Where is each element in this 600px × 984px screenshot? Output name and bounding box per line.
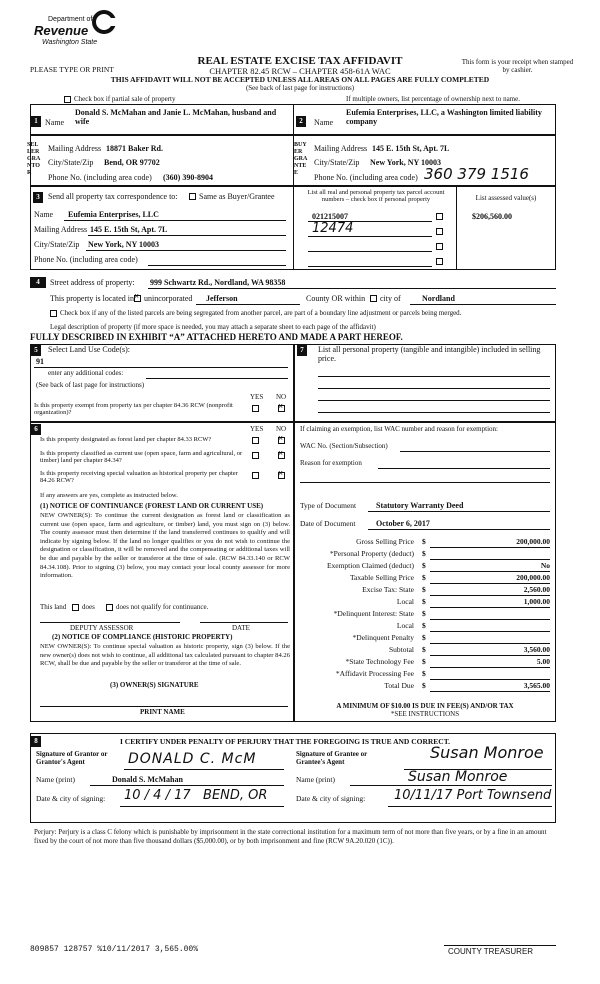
land-use-code-field[interactable]: 91 [36,357,44,366]
exempt-yes-checkbox[interactable] [252,405,259,412]
corr-city-label: City/State/Zip [34,240,80,249]
this-land-label: This land [40,603,67,611]
section-1-number: 1 [31,116,41,127]
seller-name-label: Name [45,118,65,127]
tax-row-value[interactable]: 3,565.00 [523,681,550,690]
tax-row-currency: $ [422,573,426,582]
date-label: DATE [232,624,250,632]
seller-mailing-label: Mailing Address [48,144,102,153]
tax-row-currency: $ [422,561,426,570]
tax-row-currency: $ [422,609,426,618]
tax-row-label: *Delinquent Penalty [352,633,414,642]
reason-label: Reason for exemption [300,459,362,467]
same-as-buyer-label: Same as Buyer/Grantee [199,192,275,201]
receipt-note: This form is your receipt when stamped by cashier. [461,58,574,74]
tax-row-label: Subtotal [388,645,414,654]
located-label: This property is located in [50,294,134,303]
cashier-receipt: 809857 128757 %10/11/2017 3,565.00% [30,945,199,954]
buyer-mailing-field[interactable]: 145 E. 15th St, Apt. 7L [372,144,450,153]
perjury-text: Perjury: Perjury is a class C felony which is punishable by imprisonment in the state correctional institution for a maximum term of not more than five years, or by a fine in an amount fixed by the court of not more than five thousand dollars ($5,000.00), or by both imprisonment and fine (RCW 9A.20.020 (1C)). [34,828,547,845]
street-label: Street address of property: [50,278,135,287]
grantee-date-label: Date & city of signing: [296,794,366,803]
tax-row-label: Local [396,597,414,606]
partial-sale-checkbox[interactable] [64,96,71,103]
tax-row-currency: $ [422,633,426,642]
see-instructions: *SEE INSTRUCTIONS [390,710,460,718]
tax-row-currency: $ [422,681,426,690]
buyer-mailing-label: Mailing Address [314,144,368,153]
tax-row-label: Excise Tax: State [362,585,414,594]
doc-type-label: Type of Document [300,501,357,510]
historic-yes-checkbox[interactable] [252,472,259,479]
city-of-label: city of [380,294,401,303]
seller-city-field[interactable]: Bend, OR 97702 [104,158,160,167]
logo-line3: Washington State [42,39,98,46]
s6-no-header: NO [276,425,287,433]
grantee-name-label: Name (print) [296,775,335,784]
tax-row-label: Local [396,621,414,630]
buyer-phone-label: Phone No. (including area code) [314,173,418,182]
corr-name-field[interactable]: Eufemia Enterprises, LLC [68,210,159,219]
type-or-print: PLEASE TYPE OR PRINT [30,65,114,74]
tax-row-currency: $ [422,537,426,546]
doc-date-label: Date of Document [300,519,356,528]
current-use-no-checkbox[interactable] [278,452,285,459]
exemption-label: If claiming an exemption, list WAC number and reason for exemption: [300,425,498,433]
unincorporated-label: unincorporated [144,294,193,303]
county-field[interactable]: Jefferson [206,294,238,303]
tax-row-currency: $ [422,621,426,630]
corr-mailing-field[interactable]: 145 E. 15th St, Apt. 7L [90,225,168,234]
tax-row-label: Taxable Selling Price [349,573,414,582]
notice2-title: (2) NOTICE OF COMPLIANCE (HISTORIC PROPERTY) [52,633,233,641]
if-yes-note: If any answers are yes, complete as instructed below. [40,492,178,499]
grantor-sig-label: Signature of Grantor or Grantor's Agent [36,750,108,766]
owner-signature-label: (3) OWNER(S) SIGNATURE [110,681,199,689]
notice1-body: NEW OWNER(S): To continue the current designation as forest land or classification as current use (open space, farm and agriculture, or timber) land, you must sign on (3) below. The county assessor must then determine if the land transferred continues to qualify and will indicate by signing below. If the land no longer qualifies or you do not wish to continue the designation or classification, it will be removed and the compensating or additional taxes will be due and payable by the seller or transferor at the time of sale. (RCW 84.33.140 or RCW 84.34.108). Prior to signing (3) below, you may contact your local county assessor for more information. [40,512,290,580]
section-5-number: 5 [31,345,41,356]
tax-row-value[interactable]: 200,000.00 [516,537,550,546]
tax-row-value[interactable]: 1,000.00 [523,597,550,606]
minimum-note: A MINIMUM OF $10.00 IS DUE IN FEE(S) AND/OR TAX [336,702,514,710]
exempt-question: Is this property exempt from property tax per chapter 84.36 RCW (nonprofit organization)? [34,402,233,417]
current-use-question: Is this property classified as current use (open space, farm and agricultural, or timber) land per chapter 84.34? [40,450,243,465]
current-use-yes-checkbox[interactable] [252,452,259,459]
tax-row-label: Exemption Claimed (deduct) [326,561,414,570]
corr-city-field[interactable]: New York, NY 10003 [88,240,159,249]
parcel-4-checkbox[interactable] [436,258,443,265]
personal-property-label: List all personal property (tangible and intangible) included in selling price. [318,345,541,363]
grantee-name-field[interactable]: Susan Monroe [408,769,508,785]
section-4-number: 4 [30,277,46,288]
buyer-side-label: BUYER GRANTEE [294,142,308,176]
logo-line1: Department of [48,16,93,23]
seller-name-field[interactable]: Donald S. McMahan and Janie L. McMahan, husband and wife [75,108,277,126]
seller-side-label: SELLER GRANTOR [27,142,41,176]
parcel-header: List all real and personal property tax parcel account numbers – check box if personal property [307,189,445,204]
deputy-assessor-label: DEPUTY ASSESSOR [70,624,134,632]
section-8-number: 8 [31,736,41,747]
assessed-1-field[interactable]: $206,560.00 [472,212,512,221]
exempt-no-checkbox[interactable] [278,405,285,412]
forest-no-checkbox[interactable] [278,437,285,444]
doc-date-field[interactable]: October 6, 2017 [376,519,430,528]
grantee-date-field[interactable]: 10/11/17 Port Townsend [394,788,552,803]
tax-row-value[interactable]: 3,560.00 [523,645,550,654]
section-3-number: 3 [33,192,43,203]
tax-row-currency: $ [422,645,426,654]
multiple-owners-note: If multiple owners, list percentage of ownership next to name. [346,95,520,103]
grantor-name-field[interactable]: Donald S. McMahan [112,775,183,784]
tax-row [296,682,554,694]
unincorporated-checkbox[interactable] [134,295,141,302]
assessed-header: List assessed value(s) [475,194,537,202]
tax-row-label: *Delinquent Interest: State [333,609,414,618]
exhibit-text: FULLY DESCRIBED IN EXHIBIT “A” ATTACHED HERETO AND MADE A PART HEREOF. [30,332,403,342]
street-field[interactable]: 999 Schwartz Rd., Nordland, WA 98358 [150,278,286,287]
within-city-checkbox[interactable] [370,295,377,302]
forest-question: Is this property designated as forest land per chapter 84.33 RCW? [40,436,212,443]
land-use-label: Select Land Use Code(s): [48,345,130,354]
does-checkbox[interactable] [72,604,79,611]
corr-mailing-label: Mailing Address [34,225,88,234]
tax-row-currency: $ [422,657,426,666]
buyer-city-field[interactable]: New York, NY 10003 [370,158,441,167]
tax-row-currency: $ [422,669,426,678]
buyer-name-label: Name [314,118,334,127]
tax-row-currency: $ [422,585,426,594]
does-not-label: does not qualify for continuance. [116,603,209,611]
land-use-see-back: (See back of last page for instructions) [36,381,145,389]
corr-phone-label: Phone No. (including area code) [34,255,138,264]
seller-mailing-field[interactable]: 18871 Baker Rd. [106,144,163,153]
parcel-3-checkbox[interactable] [436,243,443,250]
parcel-2-field[interactable]: 12474 [312,221,354,236]
does-not-checkbox[interactable] [106,604,113,611]
tax-row-label: *State Technology Fee [345,657,414,666]
tax-row-value[interactable]: 200,000.00 [516,573,550,582]
land-use-yes-header: YES [250,393,264,401]
parcel-1-checkbox[interactable] [436,213,443,220]
certify-text: I CERTIFY UNDER PENALTY OF PERJURY THAT THE FOREGOING IS TRUE AND CORRECT. [120,737,451,746]
section-7-number: 7 [297,345,307,356]
wac-label: WAC No. (Section/Subsection) [300,442,388,450]
parcel-2-checkbox[interactable] [436,228,443,235]
form-title: REAL ESTATE EXCISE TAX AFFIDAVIT [197,55,403,67]
logo-line2: Revenue [34,23,89,38]
section-6-number: 6 [31,424,41,435]
county-treasurer: COUNTY TREASURER [448,947,534,956]
section-2-number: 2 [296,116,306,127]
grantor-name-label: Name (print) [36,775,75,784]
segregated-checkbox[interactable] [50,310,57,317]
additional-codes-label: enter any additional codes: [48,369,124,377]
see-back-note: (See back of last page for instructions) [245,84,355,92]
print-name-label: PRINT NAME [140,708,185,716]
land-use-no-header: NO [276,393,287,401]
grantee-sig-label: Signature of Grantee or Grantee's Agent [296,750,368,766]
tax-row-label: *Personal Property (deduct) [329,549,414,558]
tax-row-value[interactable]: 5.00 [536,657,550,666]
legal-desc-label: Legal description of property (if more space is needed, you may attach a separate sheet to each page of the affidavit) [50,323,376,331]
corr-name-label: Name [34,210,54,219]
grantor-date-label: Date & city of signing: [36,794,106,803]
tax-row-label: Gross Selling Price [356,537,414,546]
county-or-label: County OR within [306,294,366,303]
doc-type-field[interactable]: Statutory Warranty Deed [376,501,464,510]
forest-yes-checkbox[interactable] [252,437,259,444]
grantee-signature[interactable]: Susan Monroe [430,743,544,762]
tax-row-currency: $ [422,549,426,558]
buyer-name-field[interactable]: Eufemia Enterprises, LLC, a Washington limited liability company [346,108,542,126]
not-accepted-note: THIS AFFIDAVIT WILL NOT BE ACCEPTED UNLESS ALL AREAS ON ALL PAGES ARE FULLY COMPLETED [110,75,490,84]
s6-yes-header: YES [250,425,264,433]
grantor-signature[interactable]: DONALD C. McM [128,751,257,767]
correspondence-label: Send all property tax correspondence to: [48,192,178,201]
historic-question: Is this property receiving special valuation as historical property per chapter 84.26 RCW? [40,470,238,485]
seller-city-label: City/State/Zip [48,158,94,167]
tax-row-currency: $ [422,597,426,606]
notice1-title: (1) NOTICE OF CONTINUANCE (FOREST LAND OR CURRENT USE) [40,502,264,510]
does-label: does [82,603,95,611]
tax-row-label: Total Due [384,681,414,690]
tax-row-label: *Affidavit Processing Fee [335,669,414,678]
partial-sale-label: Check box if partial sale of property [74,95,176,103]
parcel-1-field[interactable]: 021215007 [312,212,348,221]
grantor-date-field[interactable]: 10 / 4 / 17 BEND, OR [124,788,268,803]
segregated-label: Check box if any of the listed parcels are being segregated from another parcel, are part of a boundary line adjustment or parcels being merged. [60,309,462,317]
historic-no-checkbox[interactable] [278,472,285,479]
seller-phone-field[interactable]: (360) 390-8904 [163,173,213,182]
form-chapter: CHAPTER 82.45 RCW – CHAPTER 458-61A WAC [209,66,391,76]
notice2-body: NEW OWNER(S): To continue special valuation as historic property, sign (3) below. If the new owner(s) does not wish to continue, all additional tax calculated pursuant to chapter 84.26 RCW, shall be due and payable by the seller or transferor at the time of sale. [40,643,290,668]
city-field[interactable]: Nordland [422,294,455,303]
buyer-phone-field[interactable]: 360 379 1516 [424,165,529,183]
seller-phone-label: Phone No. (including area code) [48,173,152,182]
same-as-buyer-checkbox[interactable] [189,193,196,200]
dor-logo [14,8,124,52]
buyer-city-label: City/State/Zip [314,158,360,167]
tax-row-value[interactable]: No [540,561,550,570]
tax-row-value[interactable]: 2,560.00 [523,585,550,594]
